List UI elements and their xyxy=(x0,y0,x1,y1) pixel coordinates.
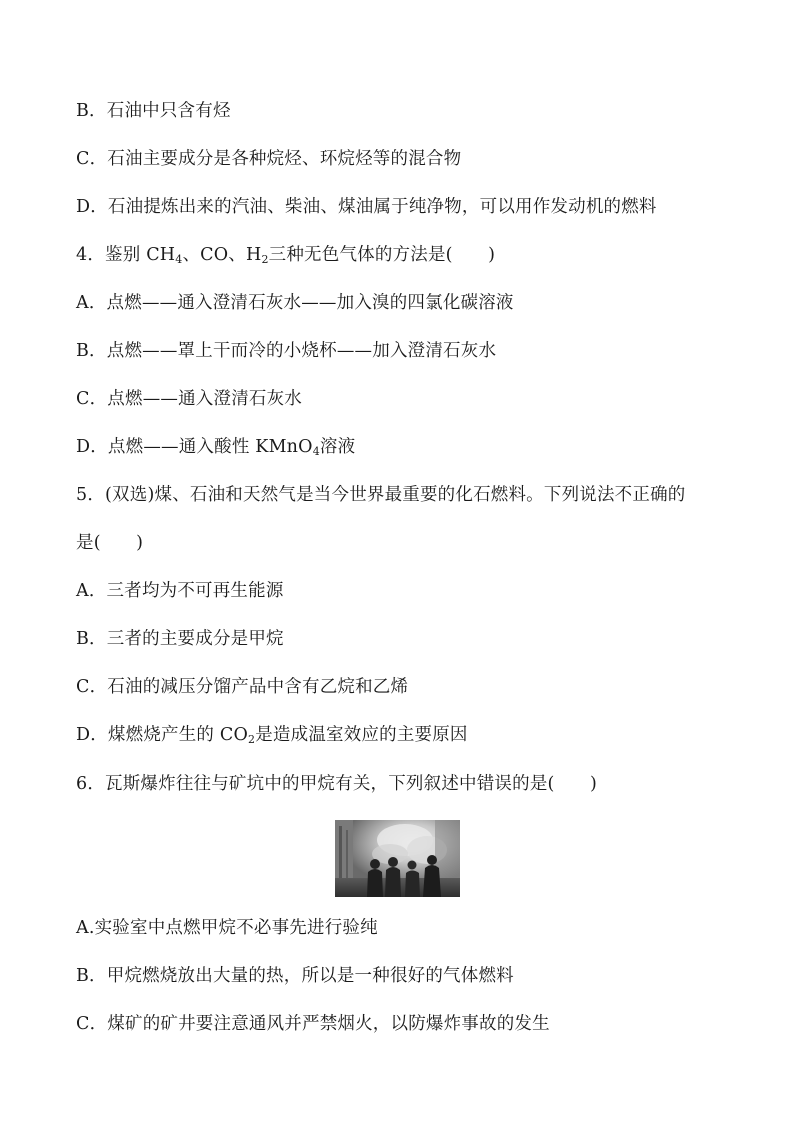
line-q5-option-c: C．石油的减压分馏产品中含有乙烷和乙烯 xyxy=(76,677,409,697)
q4-stem-part3: 三种无色气体的方法是( ) xyxy=(268,245,496,265)
line-q3-option-c: C．石油主要成分是各种烷烃、环烷烃等的混合物 xyxy=(76,149,462,169)
line-q6-option-b: B．甲烷燃烧放出大量的热，所以是一种很好的气体燃料 xyxy=(76,966,514,986)
line-q4-option-a: A．点燃——通入澄清石灰水——加入溴的四氯化碳溶液 xyxy=(76,293,514,313)
mine-explosion-photo xyxy=(335,820,460,897)
line-q5-stem-1: 5．(双选)煤、石油和天然气是当今世界最重要的化石燃料。下列说法不正确的 xyxy=(76,485,686,505)
mine-explosion-photo-graphic xyxy=(335,820,460,897)
q5-option-d-part2: 是造成温室效应的主要原因 xyxy=(255,725,468,745)
q4-option-d-part1: D．点燃——通入酸性 KMnO xyxy=(76,437,313,457)
q4-stem-part2: 、CO、H xyxy=(182,245,262,265)
line-q4-option-b: B．点燃——罩上干而冷的小烧杯——加入澄清石灰水 xyxy=(76,341,497,361)
line-q5-option-a: A．三者均为不可再生能源 xyxy=(76,581,284,601)
line-q6-stem: 6．瓦斯爆炸往往与矿坑中的甲烷有关，下列叙述中错误的是( ) xyxy=(76,774,597,794)
line-q5-stem-2: 是( ) xyxy=(76,533,144,553)
line-q5-option-b: B．三者的主要成分是甲烷 xyxy=(76,629,284,649)
q5-option-d-part1: D．煤燃烧产生的 CO xyxy=(76,725,249,745)
q4-option-d-subscript: 4 xyxy=(312,445,320,458)
q4-option-d-part2: 溶液 xyxy=(319,437,356,457)
line-q5-option-d xyxy=(76,723,468,747)
line-q4-option-d xyxy=(76,435,355,459)
q4-stem-subscript-2: 2 xyxy=(261,253,269,266)
line-q3-option-b: B．石油中只含有烃 xyxy=(76,101,231,121)
line-q6-option-a: A.实验室中点燃甲烷不必事先进行验纯 xyxy=(76,918,378,938)
q5-option-d-subscript: 2 xyxy=(248,733,256,746)
line-q4-stem xyxy=(76,243,495,267)
line-q6-option-c: C．煤矿的矿井要注意通风并严禁烟火，以防爆炸事故的发生 xyxy=(76,1014,550,1034)
line-q4-option-c: C．点燃——通入澄清石灰水 xyxy=(76,389,302,409)
line-q3-option-d: D．石油提炼出来的汽油、柴油、煤油属于纯净物，可以用作发动机的燃料 xyxy=(76,197,657,217)
q4-stem-part1: 4．鉴别 CH xyxy=(76,245,176,265)
q4-stem-subscript-1: 4 xyxy=(175,253,183,266)
